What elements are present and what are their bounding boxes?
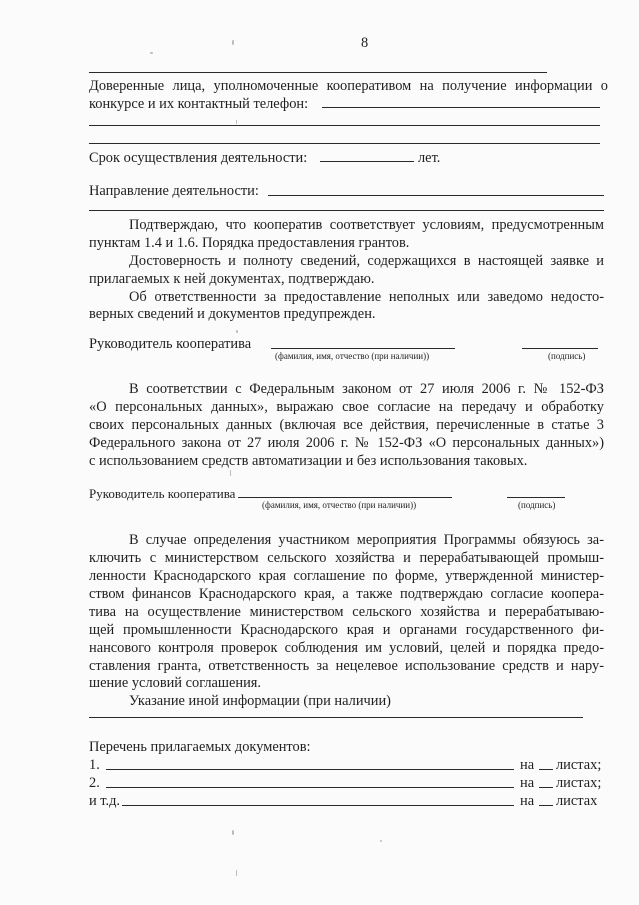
agreement-line-6: щей промышленности Краснодарского края и органами государственного фи- <box>89 622 604 638</box>
sign1-label: Руководитель кооператива <box>89 336 252 352</box>
attachment-row-3-na: на <box>520 793 535 809</box>
scan-artifact <box>380 840 382 842</box>
agreement-line-1: В случае определения участником мероприятия Программы обязуюсь за- <box>129 532 604 548</box>
sign1-name-caption: (фамилия, имя, отчество (при наличии)) <box>275 351 430 361</box>
agreement-line-4: ством финансов Краснодарского края, а также подтверждаю согласие коопера- <box>89 586 604 602</box>
attachment-row-1-na: на <box>520 757 535 773</box>
agreement-line-9: шение условий соглашения. <box>89 675 262 691</box>
scan-artifact <box>230 470 231 476</box>
sign2-label: Руководитель кооператива <box>89 486 236 501</box>
scan-artifact <box>236 120 237 124</box>
trustees-field-3[interactable] <box>89 143 600 144</box>
attachment-row-1-sheets: листах; <box>556 757 602 773</box>
scan-artifact <box>236 330 238 333</box>
sign2-signature-field[interactable] <box>507 497 565 498</box>
confirm-p3-line-2: верных сведений и документов предупрежден. <box>89 306 376 322</box>
trustees-line-1: Доверенные лица, уполномоченные кооперативом на получение информации о <box>89 78 608 94</box>
attachment-row-1-num: 1. <box>89 757 100 773</box>
sign2-name-caption: (фамилия, имя, отчество (при наличии)) <box>262 500 417 510</box>
confirm-p1-line-2: пунктам 1.4 и 1.6. Порядка предоставления грантов. <box>89 235 410 251</box>
attachment-row-1-count-field[interactable] <box>539 769 553 770</box>
agreement-line-7: нансового контроля проверок соблюдения им условий, целей и порядка предо- <box>89 640 604 656</box>
attachments-heading: Перечень прилагаемых документов: <box>89 739 311 755</box>
attachment-row-3-sheets: листах <box>556 793 598 809</box>
page-number: 8 <box>361 35 369 51</box>
attachment-row-2-count-field[interactable] <box>539 787 553 788</box>
attachment-row-2-na: на <box>520 775 535 791</box>
trustees-field-1[interactable] <box>322 107 600 108</box>
agreement-line-3: ленности Краснодарского края соглашение по форме, утвержденной министер- <box>89 568 604 584</box>
agreement-line-2: ключить с министерством сельского хозяйства и перерабатывающей промыш- <box>89 550 604 566</box>
direction-field-1[interactable] <box>268 195 604 196</box>
confirm-p2-line-1: Достоверность и полноту сведений, содержащихся в настоящей заявке и <box>129 253 604 269</box>
sign1-signature-caption: (подпись) <box>548 351 586 361</box>
direction-field-2[interactable] <box>89 210 604 211</box>
consent-line-1: В соответствии с Федеральным законом от 27 июля 2006 г. № 152-ФЗ <box>129 381 604 397</box>
term-unit: лет. <box>418 150 441 166</box>
direction-label: Направление деятельности: <box>89 183 259 199</box>
other-info-label: Указание иной информации (при наличии) <box>129 693 391 709</box>
scan-artifact <box>232 830 234 835</box>
trustees-line-2: конкурсе и их контактный телефон: <box>89 96 309 112</box>
confirm-p2-line-2: прилагаемых к ней документах, подтверждаю. <box>89 271 375 287</box>
attachment-row-3-num: и т.д. <box>89 793 121 809</box>
term-label: Срок осуществления деятельности: <box>89 150 308 166</box>
attachment-row-3-field[interactable] <box>122 805 514 806</box>
attachment-row-2-num: 2. <box>89 775 100 791</box>
sign1-signature-field[interactable] <box>522 348 598 349</box>
attachment-row-3-count-field[interactable] <box>539 805 553 806</box>
term-field[interactable] <box>320 161 414 162</box>
scan-artifact <box>150 52 153 54</box>
consent-line-2: «О персональных данных», выражаю свое согласие на передачу и обработку <box>89 399 604 415</box>
sign1-name-field[interactable] <box>271 348 455 349</box>
agreement-line-8: ставления гранта, ответственность за нецелевое использование средств и нару- <box>89 658 604 674</box>
scan-artifact <box>236 870 237 876</box>
consent-line-4: Федерального закона от 27 июля 2006 г. № 152-ФЗ «О персональных данных») <box>89 435 604 451</box>
other-info-field[interactable] <box>89 717 583 718</box>
attachment-row-1-field[interactable] <box>106 769 514 770</box>
sign2-signature-caption: (подпись) <box>518 500 556 510</box>
confirm-p1-line-1: Подтверждаю, что кооператив соответствует условиям, предусмотренным <box>129 217 604 233</box>
agreement-line-5: тива на осуществление министерством сельского хозяйства и перерабатываю- <box>89 604 604 620</box>
attachment-row-2-sheets: листах; <box>556 775 602 791</box>
attachment-row-2-field[interactable] <box>106 787 514 788</box>
consent-line-5: с использованием средств автоматизации и без использования таковых. <box>89 453 528 469</box>
consent-line-3: своих персональных данных (включая все действия, перечисленные в статье 3 <box>89 417 604 433</box>
scan-artifact <box>232 40 234 45</box>
top-rule <box>89 72 547 73</box>
confirm-p3-line-1: Об ответственности за предоставление неполных или заведомо недосто- <box>129 289 604 305</box>
sign2-name-field[interactable] <box>238 497 452 498</box>
trustees-field-2[interactable] <box>89 125 600 126</box>
